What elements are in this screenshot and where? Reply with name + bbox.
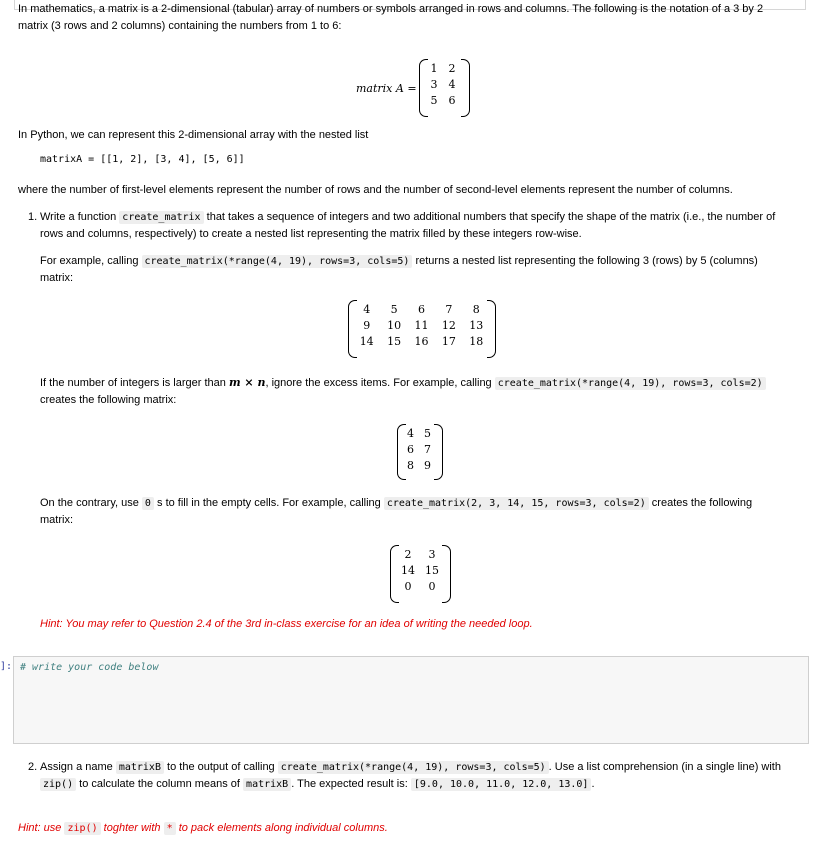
matrix-3-right-paren [442,545,451,603]
q1-example-1 [40,253,800,287]
q2-text-a3: . Use a list comprehension (in a single line) with [548,761,781,773]
matrix-cell: 0 [428,579,436,593]
matrix-cell: 1 [430,61,438,75]
q2-name: matrixB [116,761,164,774]
q1-example-1-pre: For example, calling [40,255,139,267]
q1-hint: Hint: You may refer to Question 2.4 of the 3rd in-class exercise for an idea of writing the needed loop. [40,618,533,630]
matrix-2-right-paren [434,424,443,480]
matrix-cell: 18 [469,334,484,348]
matrix-cell: 6 [407,442,414,456]
matrix-cell: 3 [428,547,436,561]
q1-text-a1: Write a function [40,211,117,223]
matrix-cell: 15 [425,563,439,577]
matrix-cell: 4 [363,302,371,316]
q1-example-2-code: create_matrix(*range(4, 19), rows=3, cols=2) [495,377,766,390]
q2-hint-post: to pack elements along individual columns. [178,822,388,834]
matrix-cell: 15 [387,334,402,348]
matrix-cell: 14 [401,563,415,577]
q2-name-2: matrixB [243,778,291,791]
q1-example-3-post: creates the following [651,497,753,509]
q1-example-1-post: returns a nested list representing the following 3 (rows) by 5 (columns) [415,255,758,267]
q2-zip: zip() [40,778,76,791]
matrix-cell: 8 [407,458,414,472]
q2-result: [9.0, 10.0, 11.0, 12.0, 13.0] [411,778,592,791]
intro-paragraph [18,1,798,35]
q1-text-a3: rows and columns, respectively) to create a nested list representing the matrix filled by these integers row-wise. [40,228,582,240]
q1-example-3-pre: On the contrary, use [40,497,139,509]
matrix-cell: 6 [417,302,425,316]
code-cell-editor[interactable] [13,656,809,744]
matrix-cell: 0 [404,579,412,593]
matrix-cell: 7 [445,302,453,316]
where-text: where the number of first-level elements represent the number of rows and the number of second-level elements represent the number of columns. [18,184,733,196]
q1-example-2-math: m × n [228,376,266,389]
matrix-cell: 2 [404,547,412,561]
q2-text [40,759,805,793]
matrix-cell: 2 [448,61,456,75]
matrix-cell: 9 [424,458,431,472]
q1-example-3-mid: s to fill in the empty cells. For example, calling [157,497,381,509]
matrix-cell: 10 [387,318,402,332]
q1-example-2 [40,374,800,409]
matrix-cell: 6 [448,93,456,107]
q1-function-name: create_matrix [119,211,203,224]
cell-prompt: ]: [0,661,13,672]
q1-example-3-code: create_matrix(2, 3, 14, 15, rows=3, cols=2) [384,497,649,510]
matrix-cell: 3 [430,77,438,91]
matrix-cell: 14 [359,334,374,348]
q2-code: create_matrix(*range(4, 19), rows=3, cols=5) [278,761,549,774]
q2-text-a6: . [591,778,595,790]
matrix-1-right-paren [487,300,496,358]
q1-example-2-mid: , ignore the excess items. For example, calling [265,377,492,389]
matrix-a [425,60,461,108]
matrix-cell: 11 [414,318,429,332]
matrix-a-right-paren [461,59,470,117]
matrix-cell: 5 [424,426,431,440]
q1-text-a2: that takes a sequence of integers and two additional numbers that specify the shape of the matrix (i.e., the number of [206,211,776,223]
q1-example-3-post2: matrix: [40,514,73,526]
q2-text-a4: to calculate the column means of [79,778,240,790]
q2-text-a2: to the output of calling [167,761,275,773]
intro-line-2: matrix (3 rows and 2 columns) containing the numbers from 1 to 6: [18,20,342,32]
matrix-1 [353,301,490,349]
matrix-cell: 8 [472,302,480,316]
python-intro: In Python, we can represent this 2-dimensional array with the nested list [18,129,369,141]
q2-hint-star: * [164,822,176,835]
q1-example-3 [40,495,800,529]
q1-text [40,209,800,243]
q2-hint-zip: zip() [64,822,100,835]
intro-line-1: In mathematics, a matrix is a 2-dimensional (tabular) array of numbers or symbols arranged in rows and columns. The following is the notation of a 3 by 2 [18,3,764,15]
q1-number: 1. [28,211,38,223]
q1-example-2-pre: If the number of integers is larger than [40,377,226,389]
code-comment: # write your code below [20,662,159,673]
matrix-cell: 17 [441,334,456,348]
q2-hint-pre: Hint: use [18,822,62,834]
q1-example-2-post: creates the following matrix: [40,394,177,406]
matrix-cell: 12 [441,318,456,332]
matrix-3 [396,546,444,594]
matrix-a-label: matrix A = [356,82,417,95]
python-code: matrixA = [[1, 2], [3, 4], [5, 6]] [40,154,245,165]
q1-example-1-code: create_matrix(*range(4, 19), rows=3, cols=5) [142,255,413,268]
q2-hint [18,820,798,837]
q1-example-1-post2: matrix: [40,272,73,284]
q2-number: 2. [28,761,38,773]
matrix-cell: 9 [363,318,371,332]
matrix-cell: 16 [414,334,429,348]
q2-text-a1: Assign a name [40,761,113,773]
matrix-cell: 5 [390,302,398,316]
matrix-cell: 5 [430,93,438,107]
matrix-cell: 7 [424,442,431,456]
matrix-cell: 4 [407,426,414,440]
q2-hint-mid: toghter with [103,822,161,834]
matrix-cell: 4 [448,77,456,91]
q2-text-a5: . The expected result is: [291,778,408,790]
matrix-2 [402,425,436,473]
matrix-cell: 13 [469,318,484,332]
q1-example-3-zero: 0 [142,497,154,510]
